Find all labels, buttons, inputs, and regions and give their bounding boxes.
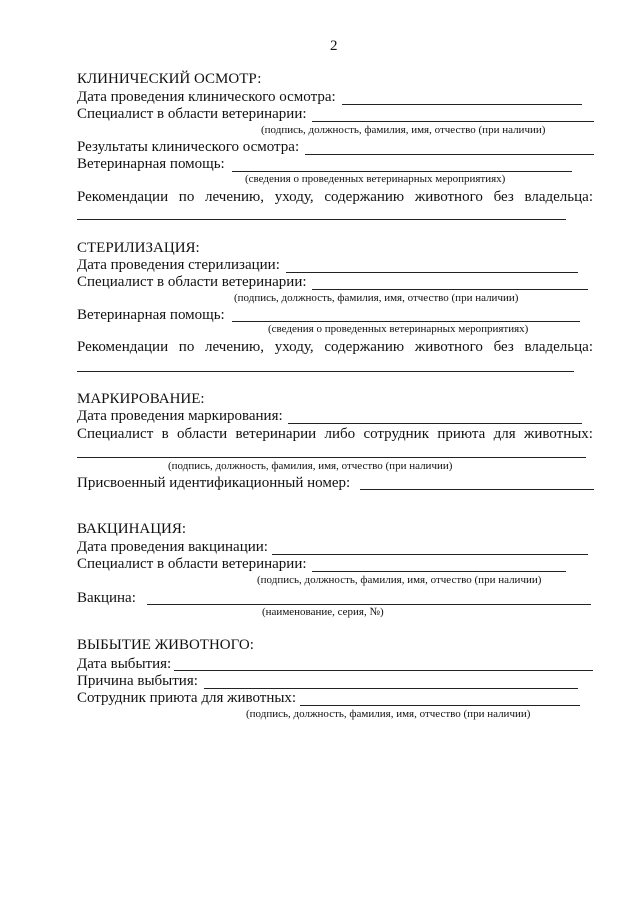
sterilization-date-label: Дата проведения стерилизации: — [77, 257, 280, 273]
marking-id-field[interactable] — [360, 489, 594, 490]
word: без — [493, 339, 514, 355]
word: по — [178, 189, 195, 205]
vaccination-heading: ВАКЦИНАЦИЯ: — [77, 521, 187, 537]
vaccination-specialist-label: Специалист в области ветеринарии: — [77, 556, 307, 572]
clinical-vet-help-caption: (сведения о проведенных ветеринарных мероприятиях) — [245, 173, 506, 185]
sterilization-specialist-caption: (подпись, должность, фамилия, имя, отчество (при наличии) — [234, 292, 519, 304]
sterilization-vet-help-caption: (сведения о проведенных ветеринарных мероприятиях) — [268, 323, 529, 335]
sterilization-heading: СТЕРИЛИЗАЦИЯ: — [77, 240, 200, 256]
word: содержанию — [324, 189, 405, 205]
clinical-specialist-label: Специалист в области ветеринарии: — [77, 106, 307, 122]
page-number: 2 — [330, 38, 338, 54]
vaccination-specialist-field[interactable] — [312, 571, 566, 572]
word: в — [161, 426, 169, 442]
disposal-date-field[interactable] — [174, 670, 593, 671]
disposal-employee-caption: (подпись, должность, фамилия, имя, отчество (при наличии) — [246, 708, 531, 720]
marking-id-label: Присвоенный идентификационный номер: — [77, 475, 351, 491]
sterilization-recommendations-field[interactable] — [77, 371, 574, 372]
clinical-recommendations-field[interactable] — [77, 219, 566, 220]
sterilization-specialist-field[interactable] — [312, 289, 588, 290]
word: ветеринарии — [235, 426, 317, 442]
word: лечению, — [205, 189, 265, 205]
vaccination-date-field[interactable] — [272, 554, 588, 555]
sterilization-date-field[interactable] — [286, 272, 578, 273]
marking-heading: МАРКИРОВАНИЕ: — [77, 391, 205, 407]
sterilization-vet-help-field[interactable] — [232, 321, 580, 322]
vaccination-specialist-caption: (подпись, должность, фамилия, имя, отчество (при наличии) — [257, 574, 542, 586]
word: животного — [414, 339, 483, 355]
disposal-reason-field[interactable] — [204, 688, 578, 689]
word: уходу, — [274, 189, 314, 205]
clinical-date-label: Дата проведения клинического осмотра: — [77, 89, 336, 105]
word: области — [177, 426, 228, 442]
word: без — [493, 189, 514, 205]
clinical-results-field[interactable] — [305, 154, 594, 155]
word: Рекомендации — [77, 189, 169, 205]
word: по — [178, 339, 195, 355]
clinical-date-field[interactable] — [342, 104, 582, 105]
clinical-vet-help-field[interactable] — [232, 171, 572, 172]
word: животного — [414, 189, 483, 205]
clinical-vet-help-label: Ветеринарная помощь: — [77, 156, 225, 172]
word: приюта — [437, 426, 486, 442]
disposal-reason-label: Причина выбытия: — [77, 673, 198, 689]
marking-date-field[interactable] — [288, 423, 582, 424]
marking-specialist-caption: (подпись, должность, фамилия, имя, отчество (при наличии) — [168, 460, 453, 472]
sterilization-recommendations-label — [77, 339, 593, 356]
word: сотрудник — [363, 426, 429, 442]
vaccine-field[interactable] — [147, 604, 591, 605]
word: уходу, — [274, 339, 314, 355]
marking-date-label: Дата проведения маркирования: — [77, 408, 283, 424]
clinical-recommendations-label — [77, 189, 593, 206]
disposal-employee-field[interactable] — [300, 705, 580, 706]
word: животных: — [523, 426, 593, 442]
vaccine-label: Вакцина: — [77, 590, 136, 606]
word: содержанию — [324, 339, 405, 355]
word: лечению, — [205, 339, 265, 355]
disposal-heading: ВЫБЫТИЕ ЖИВОТНОГО: — [77, 637, 254, 653]
clinical-specialist-caption: (подпись, должность, фамилия, имя, отчество (при наличии) — [261, 124, 546, 136]
marking-specialist-field[interactable] — [77, 457, 586, 458]
sterilization-vet-help-label: Ветеринарная помощь: — [77, 307, 225, 323]
word: владельца: — [524, 339, 593, 355]
marking-specialist-label — [77, 426, 593, 443]
disposal-employee-label: Сотрудник приюта для животных: — [77, 690, 297, 706]
vaccine-caption: (наименование, серия, №) — [262, 606, 384, 618]
word: владельца: — [524, 189, 593, 205]
word: либо — [324, 426, 356, 442]
clinical-heading: КЛИНИЧЕСКИЙ ОСМОТР: — [77, 71, 262, 87]
word: для — [493, 426, 516, 442]
word: Рекомендации — [77, 339, 169, 355]
vaccination-date-label: Дата проведения вакцинации: — [77, 539, 268, 555]
sterilization-specialist-label: Специалист в области ветеринарии: — [77, 274, 307, 290]
disposal-date-label: Дата выбытия: — [77, 656, 172, 672]
clinical-results-label: Результаты клинического осмотра: — [77, 139, 300, 155]
clinical-specialist-field[interactable] — [312, 121, 594, 122]
word: Специалист — [77, 426, 154, 442]
